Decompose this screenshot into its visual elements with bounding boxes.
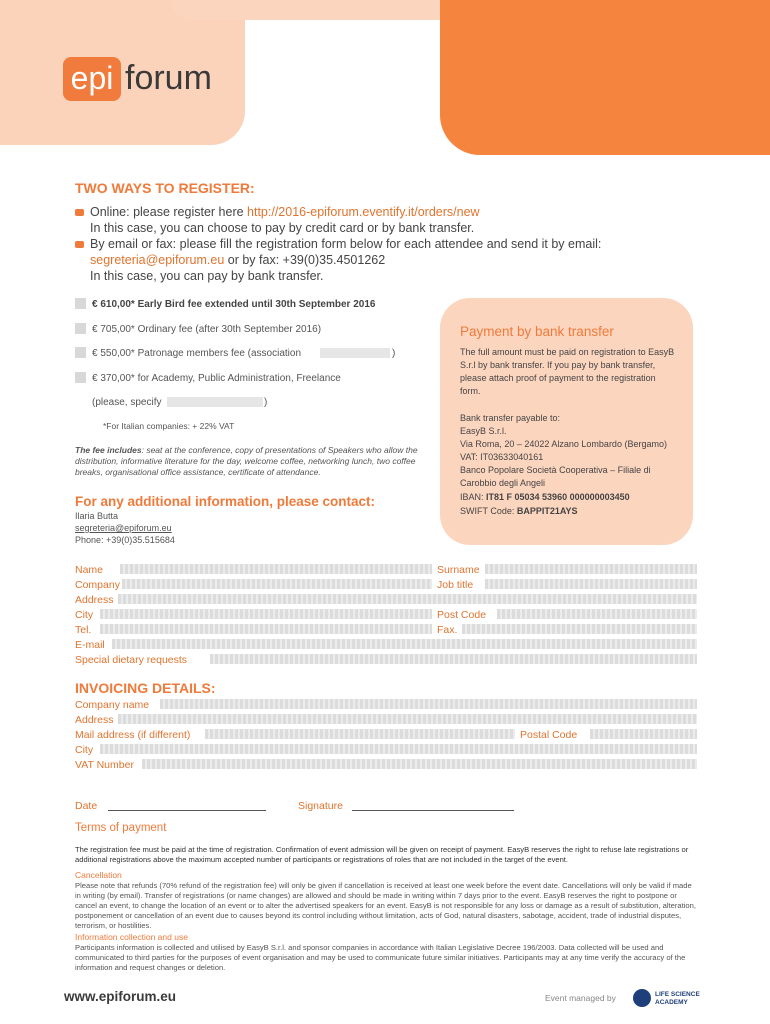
- fee-patronage-close: ): [392, 348, 396, 359]
- vat-note: *For Italian companies: + 22% VAT: [103, 421, 235, 431]
- contact-email-link[interactable]: segreteria@epiforum.eu: [75, 523, 172, 533]
- address-label: Address: [75, 594, 114, 606]
- bank-vat: VAT: IT03633040161: [460, 452, 544, 462]
- email-link[interactable]: segreteria@epiforum.eu: [90, 253, 225, 267]
- job-title-label: Job title: [437, 579, 474, 591]
- ordinary-fee-checkbox[interactable]: [75, 323, 86, 334]
- invoice-city-label: City: [75, 744, 94, 756]
- invoice-company-input[interactable]: [160, 699, 697, 709]
- register-heading: TWO WAYS TO REGISTER:: [75, 180, 255, 196]
- company-label: Company: [75, 579, 120, 591]
- company-input[interactable]: [122, 579, 432, 589]
- bank-swift: SWIFT Code: BAPPIT21AYS: [460, 506, 578, 516]
- bullet-icon: [75, 209, 84, 216]
- date-label: Date: [75, 800, 98, 812]
- register-email: By email or fax: please fill the registration form below for each attendee and send it by email:: [75, 236, 695, 252]
- managed-by-label: Event managed by: [545, 993, 616, 1003]
- bank-intro: The full amount must be paid on registration to EasyB S.r.l by bank transfer. If you pay by bank transfer, please attach proof of payment to the registration form.: [460, 347, 675, 396]
- bank-address: Via Roma, 20 – 24022 Alzano Lombardo (Bergamo): [460, 439, 667, 449]
- post-code-input[interactable]: [497, 609, 697, 619]
- info-heading: Information collection and use: [75, 932, 188, 942]
- register-online-note: In this case, you can choose to pay by credit card or by bank transfer.: [90, 221, 475, 235]
- logo-text: forum: [125, 59, 212, 97]
- logo: epi: [63, 57, 121, 101]
- vat-number-label: VAT Number: [75, 759, 134, 771]
- bank-payable: Bank transfer payable to:: [460, 413, 561, 423]
- register-online: Online: please register here http://2016-epiforum.eventify.it/orders/new: [75, 204, 695, 220]
- bank-title: Payment by bank transfer: [460, 324, 614, 339]
- register-url-link[interactable]: http://2016-epiforum.eventify.it/orders/new: [247, 205, 480, 219]
- fee-early-bird: € 610,00* Early Bird fee extended until 30th September 2016: [92, 299, 376, 310]
- bank-company: EasyB S.r.l.: [460, 426, 507, 436]
- signature-input[interactable]: [352, 810, 514, 811]
- please-specify-close: ): [264, 397, 268, 408]
- name-input[interactable]: [120, 564, 432, 574]
- mail-address-label: Mail address (if different): [75, 729, 191, 741]
- cancellation-heading: Cancellation: [75, 870, 122, 880]
- please-specify-label: (please, specify: [92, 397, 162, 408]
- academy-logo-text: LIFE SCIENCE ACADEMY: [655, 991, 700, 1006]
- invoice-company-label: Company name: [75, 699, 150, 711]
- email-input[interactable]: [112, 639, 697, 649]
- early-bird-checkbox[interactable]: [75, 298, 86, 309]
- post-code-label: Post Code: [437, 609, 487, 621]
- fee-patronage: € 550,00* Patronage members fee (association: [92, 348, 302, 359]
- contact-phone: Phone: +39(0)35.515684: [75, 535, 175, 545]
- name-label: Name: [75, 564, 104, 576]
- job-title-input[interactable]: [485, 579, 697, 589]
- fee-academy: € 370,00* for Academy, Public Administration, Freelance: [92, 373, 341, 384]
- fee-includes: The fee includes: seat at the conference, copy of presentations of Speakers who allow the distribution, informative literature for the day, welcome coffee, networking lunch, two coffee breaks, organisational office assistance, certificate of attendance.: [75, 445, 418, 477]
- terms-heading: Terms of payment: [75, 822, 167, 834]
- surname-input[interactable]: [485, 564, 697, 574]
- specify-input[interactable]: [167, 397, 263, 407]
- bank-iban: IBAN: IT81 F 05034 53960 000000003450: [460, 492, 630, 502]
- patronage-checkbox[interactable]: [75, 347, 86, 358]
- cancellation-text: Please note that refunds (70% refund of the registration fee) will only be given if cancellation is received at least one week before the event date. Cancellations will only be valid if made in writing (by email). Transfer of registrations (or name changes) are allowed and should be made in writing within 7 days prior to the event. EasyB reserves the right to postpone or cancel an event, to change the location of an event or to alter the advertised speakers for an event. EasyB is not responsible for any loss or damage as a result of substitution, alteration, postponement or cancellation of an event due to causes beyond its control including without limitation, acts of God, natural disasters, sabotage, accident, trade of industrial disputes, terrorism, or hostilities.: [75, 881, 696, 930]
- invoice-address-label: Address: [75, 714, 114, 726]
- email-label: E-mail: [75, 639, 105, 651]
- association-input[interactable]: [320, 348, 390, 358]
- academy-logo-icon: [633, 989, 651, 1007]
- postal-code-input[interactable]: [590, 729, 697, 739]
- bullet-icon: [75, 241, 84, 248]
- fax-input[interactable]: [462, 624, 697, 634]
- tel-label: Tel.: [75, 624, 92, 636]
- dietary-input[interactable]: [210, 654, 697, 664]
- date-input[interactable]: [108, 810, 266, 811]
- register-email-note: In this case, you can pay by bank transfer.: [90, 269, 324, 283]
- contact-heading: For any additional information, please contact:: [75, 494, 376, 509]
- invoice-city-input[interactable]: [100, 744, 697, 754]
- city-label: City: [75, 609, 94, 621]
- address-input[interactable]: [118, 594, 697, 604]
- website-link[interactable]: www.epiforum.eu: [64, 989, 177, 1004]
- info-text: Participants information is collected and utilised by EasyB S.r.l. and sponsor companies in accordance with Italian Legislative Decree 196/2003. Data collected will be used and communicated to third parties for the purposes of event organisation and may be used to communicate future similar initiatives. Participants may at any time verify the accuracy of the information and request changes or deletion.: [75, 943, 686, 972]
- invoice-address-input[interactable]: [118, 714, 697, 724]
- terms-paragraph: The registration fee must be paid at the time of registration. Confirmation of event admission will be given on receipt of payment. EasyB reserves the right to refuse late registrations or additional registrations above the maximum accepted number of participants or registrations of roles that are not included in the target of the event.: [75, 845, 689, 864]
- mail-address-input[interactable]: [205, 729, 515, 739]
- city-input[interactable]: [100, 609, 432, 619]
- tel-input[interactable]: [100, 624, 432, 634]
- fee-ordinary: € 705,00* Ordinary fee (after 30th September 2016): [92, 324, 322, 335]
- invoicing-heading: INVOICING DETAILS:: [75, 680, 216, 696]
- vat-number-input[interactable]: [142, 759, 697, 769]
- signature-label: Signature: [298, 800, 343, 812]
- academy-checkbox[interactable]: [75, 372, 86, 383]
- surname-label: Surname: [437, 564, 480, 576]
- dietary-label: Special dietary requests: [75, 654, 188, 666]
- header-decoration: [440, 0, 770, 155]
- register-email-contact: segreteria@epiforum.eu or by fax: +39(0)35.4501262: [90, 253, 386, 267]
- fax-label: Fax.: [437, 624, 458, 636]
- contact-name: Ilaria Butta: [75, 511, 119, 521]
- postal-code-label: Postal Code: [520, 729, 578, 741]
- bank-name: Banco Popolare Società Cooperativa – Filiale di Carobbio degli Angeli: [460, 465, 651, 488]
